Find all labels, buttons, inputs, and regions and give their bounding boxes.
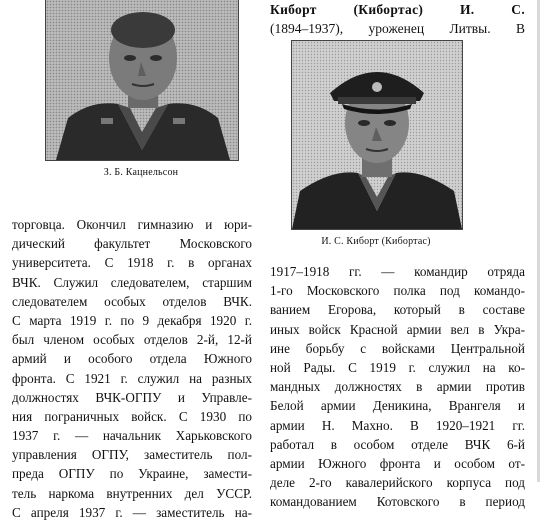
text-line: мандных должностях в армии против	[270, 379, 525, 395]
portrait-katsnelson-photo	[45, 0, 239, 161]
text-line: С апреля 1937 г. — заместитель на-	[12, 504, 252, 520]
text-line: дический факультет Московского	[12, 236, 252, 252]
text-line: армии Южного фронта и особом от-	[270, 455, 525, 471]
text-line: С марта 1919 г. по 9 декабря 1920 г.	[12, 312, 252, 328]
portrait-katsnelson-image	[46, 0, 238, 160]
text-line: 1-го Московского полка под командо-	[270, 283, 525, 299]
text-line: фронта. С 1921 г. служил на разных	[12, 370, 252, 386]
text-line: тель наркома внутренних дел УССР.	[12, 485, 252, 501]
text-line: ной Рады. С 1919 г. служил на ко-	[270, 359, 525, 375]
portrait-kibort-image	[292, 41, 462, 229]
text-line: 1917–1918 гг. — командир отряда	[270, 264, 525, 279]
portrait-kibort-photo	[291, 40, 463, 230]
text-line: был членом особых отделов 2-й, 12-й	[12, 332, 252, 348]
right-text-column	[270, 262, 525, 511]
text-line: армий и особого отдела Южного	[12, 351, 252, 367]
text-line: командованием Котовского в период	[270, 494, 525, 510]
text-line: торговца. Окончил гимназию и юри-	[12, 217, 252, 232]
text-line: следователем особых отделов ВЧК.	[12, 293, 252, 309]
text-line: Белой армии Деникина, Врангеля и	[270, 398, 525, 414]
text-line: ванием Егорова, который в составе	[270, 302, 525, 318]
text-line: преда ОГПУ по Украине, замести-	[12, 466, 252, 482]
text-line: армии Н. Махно. В 1920–1921 гг.	[270, 417, 525, 433]
text-line: 1937 г. — начальник Харьковского	[12, 428, 252, 444]
caption-kibort: И. С. Киборт (Кибортас)	[321, 236, 431, 247]
text-line: работал в особом отделе ВЧК 6-й	[270, 436, 525, 452]
caption-katsnelson: З. Б. Кацнельсон	[103, 167, 179, 178]
text-line: деле 2-го кавалерийского корпуса под	[270, 475, 525, 491]
text-line: должностях ВЧК-ОГПУ и Управле-	[12, 389, 252, 405]
text-line: ВЧК. Служил следователем, старшим	[12, 274, 252, 290]
left-text-column	[12, 215, 252, 522]
text-line: управления ОГПУ, заместитель пол-	[12, 447, 252, 463]
text-line: ине борьбу с войсками Центральной	[270, 340, 525, 356]
entry-header	[270, 0, 525, 38]
entry-header-line: (1894–1937), уроженец Литвы. В	[270, 21, 525, 36]
text-line: иных войск Красной армии вел в Укра-	[270, 321, 525, 337]
text-line: ния пограничных войск. С 1930 по	[12, 408, 252, 424]
entry-name: Киборт (Кибортас) И. С.	[270, 2, 525, 17]
text-line: университета. С 1918 г. в органах	[12, 255, 252, 271]
